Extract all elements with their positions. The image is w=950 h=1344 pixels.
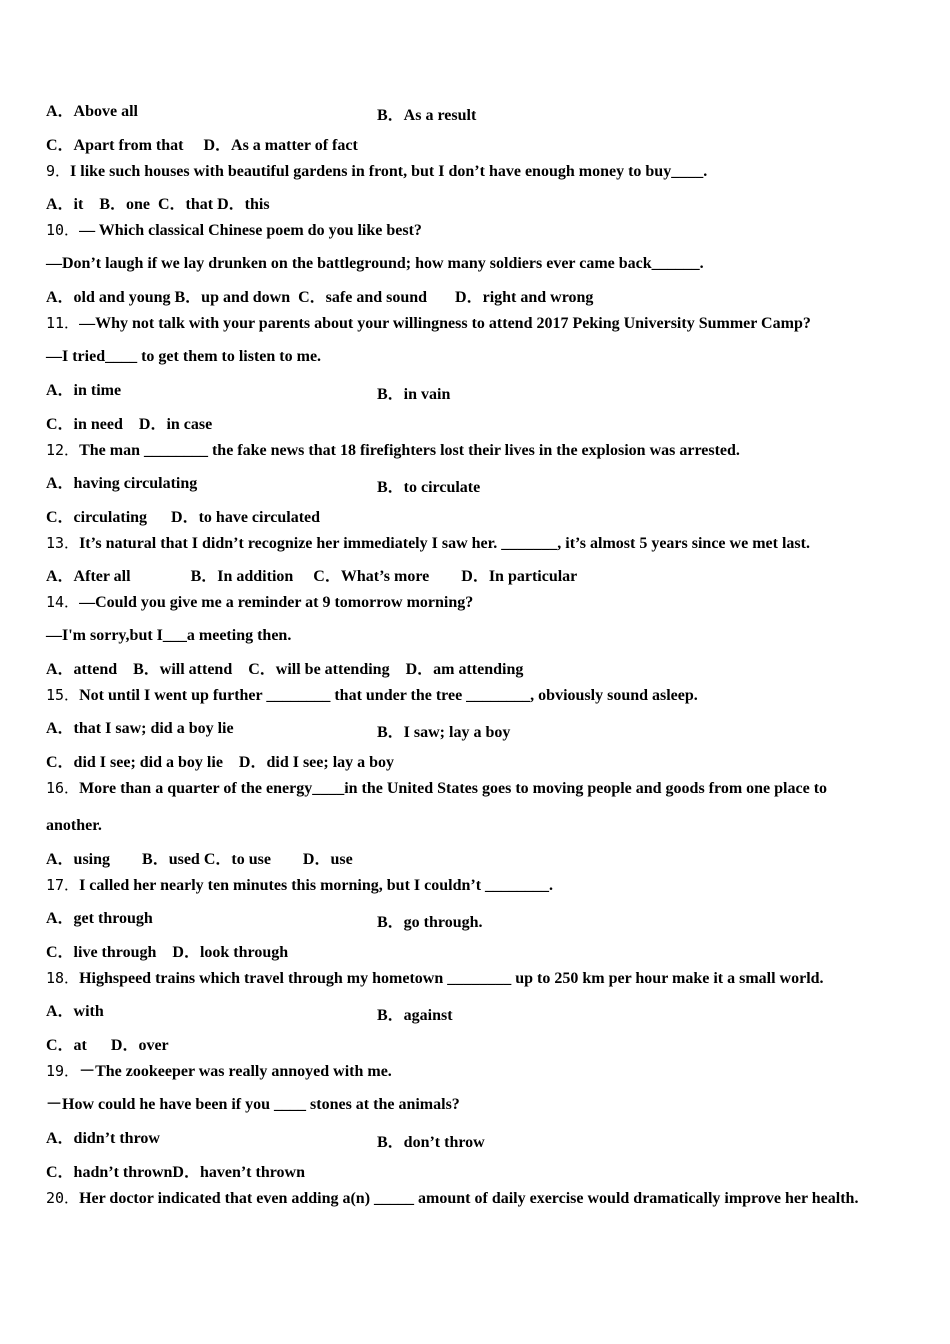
q12-option-a: A．having circulating [46,475,198,492]
q12-option-b: B．to circulate [377,479,481,496]
question-16 [46,778,827,799]
q19-response: －How could he have been if you ____ stones at the animals? [46,1096,460,1113]
q15-option-a: A．that I saw; did a boy lie [46,720,234,737]
question-number: 17． [46,876,80,894]
question-number: 15． [46,686,80,704]
question-12 [46,440,740,461]
question-number: 10． [46,221,80,239]
question-20 [46,1188,858,1209]
q8-option-b: B．As a result [377,107,477,124]
question-19 [46,1061,392,1082]
question-17 [46,875,553,896]
question-number: 18． [46,969,80,987]
q17-option-b: B．go through. [377,914,483,931]
question-15 [46,685,698,706]
question-18 [46,968,824,989]
q18-option-a: A．with [46,1003,104,1020]
q18-option-b: B．against [377,1007,453,1024]
question-text: The man ________ the fake news that 18 firefighters lost their lives in the explosion was arrested. [79,442,740,459]
question-14 [46,592,473,613]
q16-options: A．using B．used C．to use D．use [46,851,353,868]
question-text: I called her nearly ten minutes this morning, but I couldn’t ________. [79,877,554,894]
q16-text-continued: another. [46,817,102,834]
question-9 [46,161,707,182]
q17-option-a: A．get through [46,910,153,927]
q14-options: A．attend B．will attend C．will be attending D．am attending [46,661,524,678]
q19-options-cd: C．hadn’t thrownD．haven’t thrown [46,1164,306,1181]
question-number: 20． [46,1189,80,1207]
q10-response: —Don’t laugh if we lay drunken on the battleground; how many soldiers ever came back______. [46,255,704,272]
question-text: More than a quarter of the energy____in the United States goes to moving people and goods from one place to [79,780,828,797]
q19-option-b: B．don’t throw [377,1134,485,1151]
question-text: — Which classical Chinese poem do you like best? [79,222,422,239]
q10-options: A．old and young B．up and down C．safe and sound D．right and wrong [46,289,594,306]
q11-option-b: B．in vain [377,386,451,403]
q18-options-cd: C．at D．over [46,1037,169,1054]
question-text: Her doctor indicated that even adding a(n) _____ amount of daily exercise would dramatically improve her health. [79,1190,859,1207]
q13-options: A．After all B．In addition C．What’s more D．In particular [46,568,578,585]
q9-options: A．it B．one C．that D．this [46,196,270,213]
question-text: －The zookeeper was really annoyed with me. [79,1063,392,1080]
q15-options-cd: C．did I see; did a boy lie D．did I see; lay a boy [46,754,395,771]
question-text: —Could you give me a reminder at 9 tomorrow morning? [79,594,474,611]
question-number: 14． [46,593,80,611]
question-number: 19． [46,1062,80,1080]
question-number: 13． [46,534,80,552]
question-text: Not until I went up further ________ that under the tree ________, obviously sound asleep. [79,687,698,704]
question-10 [46,220,422,241]
q11-response: —I tried____ to get them to listen to me. [46,348,322,365]
question-text: It’s natural that I didn’t recognize her immediately I saw her. _______, it’s almost 5 years since we met last. [79,535,810,552]
q19-option-a: A．didn’t throw [46,1130,160,1147]
q11-option-a: A．in time [46,382,122,399]
q15-option-b: B．I saw; lay a boy [377,724,511,741]
question-number: 16． [46,779,80,797]
question-number: 9． [46,162,71,180]
question-number: 12． [46,441,80,459]
q11-options-cd: C．in need D．in case [46,416,213,433]
q17-options-cd: C．live through D．look through [46,944,289,961]
question-13 [46,533,810,554]
question-text: —Why not talk with your parents about your willingness to attend 2017 Peking University Summer Camp? [79,315,811,332]
q8-options-cd: C．Apart from that D．As a matter of fact [46,137,358,154]
q12-options-cd: C．circulating D．to have circulated [46,509,321,526]
question-text: I like such houses with beautiful gardens in front, but I don’t have enough money to buy____. [70,163,708,180]
question-11 [46,313,811,334]
q14-response: —I'm sorry,but I___a meeting then. [46,627,292,644]
question-number: 11． [46,314,80,332]
question-text: Highspeed trains which travel through my hometown ________ up to 250 km per hour make it a small world. [79,970,824,987]
q8-option-a: A．Above all [46,103,139,120]
